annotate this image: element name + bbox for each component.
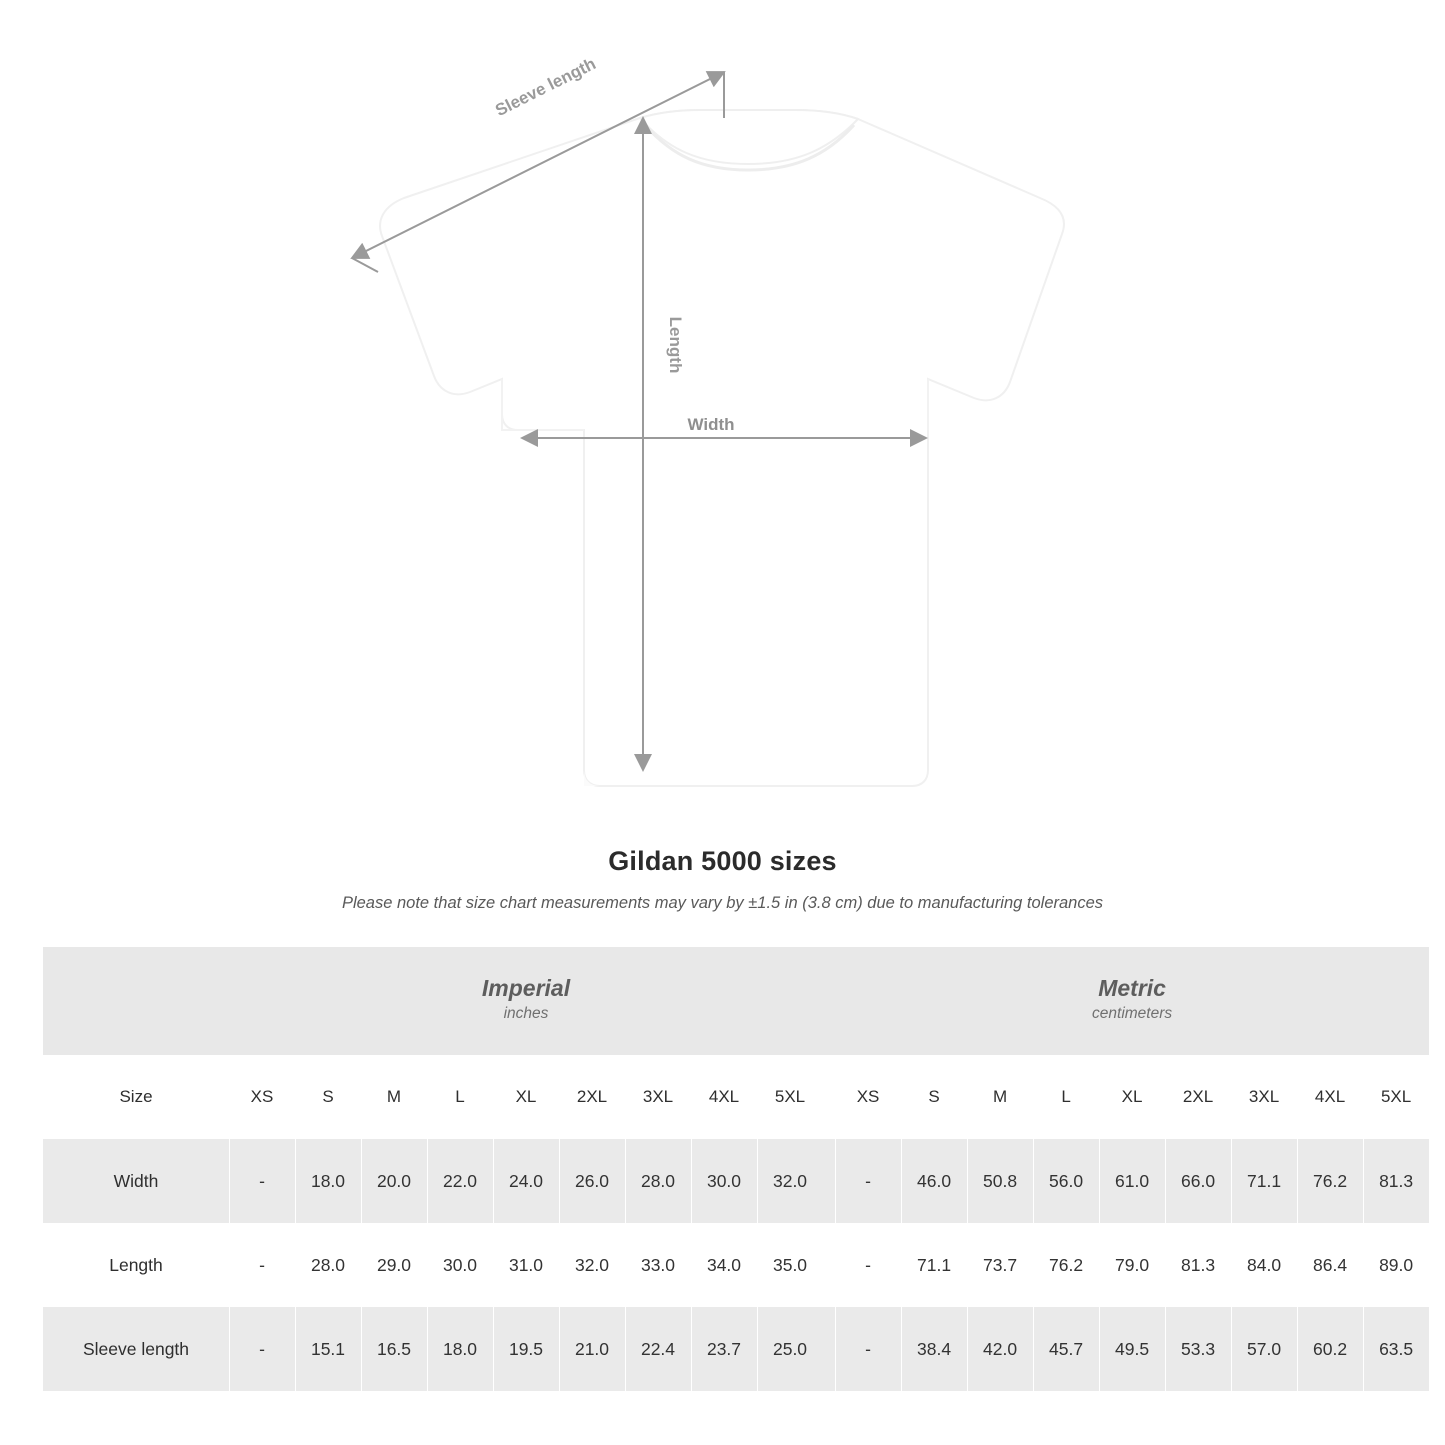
unit-sub-imperial: inches: [503, 1004, 549, 1022]
cell-width-imp-8: 32.0: [757, 1139, 823, 1223]
header-size-met-8: 5XL: [1363, 1055, 1429, 1139]
header-size-imp-3: L: [427, 1055, 493, 1139]
cell-width-met-6: 71.1: [1231, 1139, 1297, 1223]
cell-width-imp-5: 26.0: [559, 1139, 625, 1223]
unit-header-spacer: [43, 947, 229, 1055]
cell-sleeve-met-1: 38.4: [901, 1307, 967, 1391]
cell-width-met-1: 46.0: [901, 1139, 967, 1223]
cell-width-imp-2: 20.0: [361, 1139, 427, 1223]
cell-sleeve-imp-0: -: [229, 1307, 295, 1391]
header-size-imp-4: XL: [493, 1055, 559, 1139]
cell-width-met-2: 50.8: [967, 1139, 1033, 1223]
cell-width-imp-6: 28.0: [625, 1139, 691, 1223]
cell-length-met-2: 73.7: [967, 1223, 1033, 1307]
cell-length-imp-2: 29.0: [361, 1223, 427, 1307]
cell-sleeve-imp-1: 15.1: [295, 1307, 361, 1391]
cell-length-imp-7: 34.0: [691, 1223, 757, 1307]
cell-length-imp-0: -: [229, 1223, 295, 1307]
header-size-met-4: XL: [1099, 1055, 1165, 1139]
cell-sleeve-met-6: 57.0: [1231, 1307, 1297, 1391]
unit-header-gap: [823, 947, 835, 1055]
cell-length-met-1: 71.1: [901, 1223, 967, 1307]
cell-sleeve-imp-3: 18.0: [427, 1307, 493, 1391]
unit-sub-metric: centimeters: [1092, 1004, 1173, 1022]
header-gap: [823, 1055, 835, 1139]
cell-sleeve-imp-4: 19.5: [493, 1307, 559, 1391]
cell-length-met-7: 86.4: [1297, 1223, 1363, 1307]
length-label: Length: [666, 316, 685, 374]
row-gap: [823, 1223, 835, 1307]
cell-width-met-4: 61.0: [1099, 1139, 1165, 1223]
cell-length-imp-8: 35.0: [757, 1223, 823, 1307]
unit-header-row: [43, 947, 1429, 1055]
cell-sleeve-imp-7: 23.7: [691, 1307, 757, 1391]
cell-width-met-8: 81.3: [1363, 1139, 1429, 1223]
row-label-width: Width: [43, 1139, 229, 1223]
table-row: [43, 1307, 1429, 1391]
cell-sleeve-imp-6: 22.4: [625, 1307, 691, 1391]
cell-sleeve-met-7: 60.2: [1297, 1307, 1363, 1391]
cell-width-met-3: 56.0: [1033, 1139, 1099, 1223]
header-size-met-3: L: [1033, 1055, 1099, 1139]
tshirt-shape: [380, 110, 1064, 786]
sleeve-length-label: Sleeve length: [492, 54, 599, 121]
cell-sleeve-met-3: 45.7: [1033, 1307, 1099, 1391]
cell-width-imp-0: -: [229, 1139, 295, 1223]
cell-length-imp-4: 31.0: [493, 1223, 559, 1307]
cell-width-met-7: 76.2: [1297, 1139, 1363, 1223]
row-gap: [823, 1307, 835, 1391]
cell-sleeve-imp-2: 16.5: [361, 1307, 427, 1391]
header-size-imp-1: S: [295, 1055, 361, 1139]
header-size-met-0: XS: [835, 1055, 901, 1139]
cell-sleeve-met-4: 49.5: [1099, 1307, 1165, 1391]
cell-length-met-0: -: [835, 1223, 901, 1307]
cell-sleeve-met-2: 42.0: [967, 1307, 1033, 1391]
header-size-imp-5: 2XL: [559, 1055, 625, 1139]
cell-width-imp-4: 24.0: [493, 1139, 559, 1223]
header-size-met-1: S: [901, 1055, 967, 1139]
header-size-imp-8: 5XL: [757, 1055, 823, 1139]
table-row: [43, 1223, 1429, 1307]
cell-width-met-0: -: [835, 1139, 901, 1223]
cell-length-met-6: 84.0: [1231, 1223, 1297, 1307]
cell-length-met-4: 79.0: [1099, 1223, 1165, 1307]
header-size-imp-6: 3XL: [625, 1055, 691, 1139]
cell-sleeve-imp-5: 21.0: [559, 1307, 625, 1391]
cell-sleeve-imp-8: 25.0: [757, 1307, 823, 1391]
cell-width-imp-7: 30.0: [691, 1139, 757, 1223]
header-size-imp-0: XS: [229, 1055, 295, 1139]
cell-length-met-5: 81.3: [1165, 1223, 1231, 1307]
header-size-met-7: 4XL: [1297, 1055, 1363, 1139]
unit-header-imperial: [229, 947, 823, 1055]
header-size-imp-2: M: [361, 1055, 427, 1139]
cell-sleeve-met-0: -: [835, 1307, 901, 1391]
header-size-imp-7: 4XL: [691, 1055, 757, 1139]
cell-length-imp-5: 32.0: [559, 1223, 625, 1307]
header-size-label: Size: [43, 1055, 229, 1139]
cell-sleeve-met-5: 53.3: [1165, 1307, 1231, 1391]
page-title: Gildan 5000 sizes: [608, 846, 837, 876]
width-label: Width: [687, 415, 735, 434]
header-size-met-5: 2XL: [1165, 1055, 1231, 1139]
cell-length-met-3: 76.2: [1033, 1223, 1099, 1307]
row-label-length: Length: [43, 1223, 229, 1307]
header-size-met-6: 3XL: [1231, 1055, 1297, 1139]
cell-width-imp-1: 18.0: [295, 1139, 361, 1223]
header-size-met-2: M: [967, 1055, 1033, 1139]
size-chart-table: [43, 947, 1429, 1391]
cell-length-imp-6: 33.0: [625, 1223, 691, 1307]
cell-width-met-5: 66.0: [1165, 1139, 1231, 1223]
size-header-row: [43, 1055, 1429, 1139]
cell-length-imp-1: 28.0: [295, 1223, 361, 1307]
unit-name-imperial: Imperial: [481, 975, 571, 1002]
unit-header-metric: [835, 947, 1429, 1055]
cell-width-imp-3: 22.0: [427, 1139, 493, 1223]
cell-sleeve-met-8: 63.5: [1363, 1307, 1429, 1391]
measurement-note: Please note that size chart measurements may vary by ±1.5 in (3.8 cm) due to manufacturing tolerances: [341, 894, 1104, 912]
row-label-sleeve-length: Sleeve length: [43, 1307, 229, 1391]
table-row: [43, 1139, 1429, 1223]
cell-length-met-8: 89.0: [1363, 1223, 1429, 1307]
row-gap: [823, 1139, 835, 1223]
unit-name-metric: Metric: [1098, 975, 1166, 1002]
cell-length-imp-3: 30.0: [427, 1223, 493, 1307]
